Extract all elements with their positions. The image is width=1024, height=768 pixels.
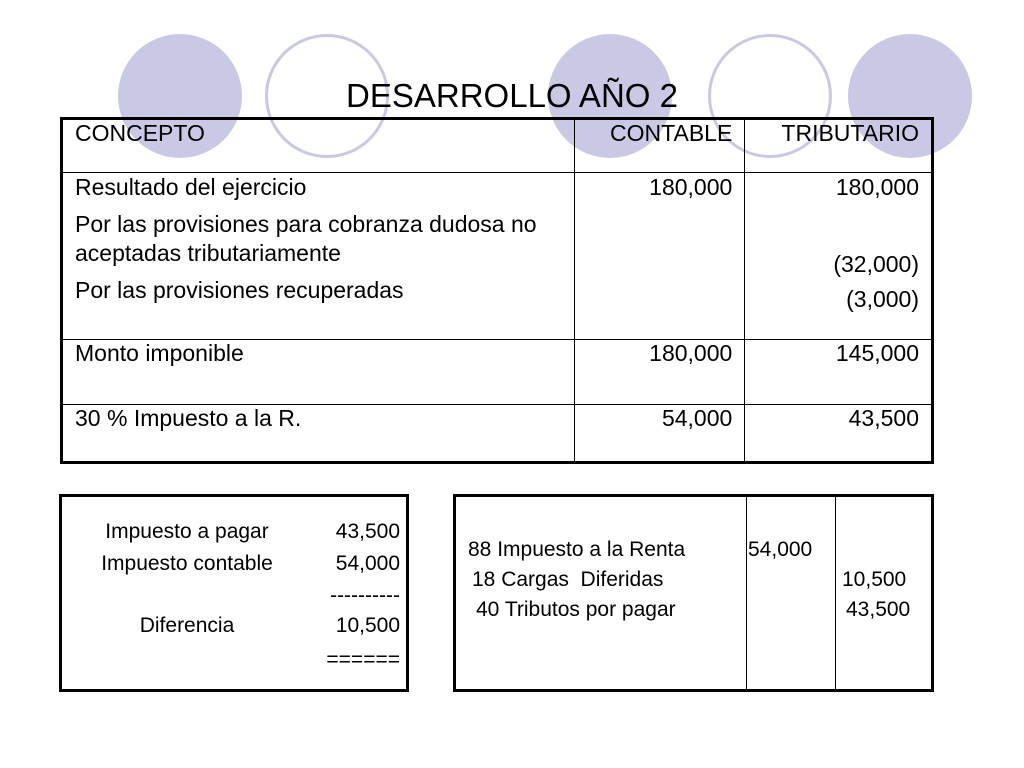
tributario-provisiones-cobranza: (32,000)	[833, 251, 919, 277]
table-row-monto	[62, 340, 933, 405]
table-row-impuesto	[62, 405, 933, 463]
tributario-provisiones-recuperadas: (3,000)	[846, 286, 919, 312]
table-row-detail	[62, 173, 933, 340]
calc-row-impuesto-contable	[62, 551, 412, 577]
monto-contable: 180,000	[575, 340, 745, 405]
entry-line1-debit: 54,000	[748, 538, 813, 561]
calc-row-double-rule	[62, 647, 412, 673]
impuesto-tributario: 43,500	[745, 405, 933, 463]
debit-column-divider	[746, 497, 747, 689]
monto-tributario: 145,000	[745, 340, 933, 405]
contable-cell	[575, 173, 745, 340]
entry-line3-credit: 43,500	[846, 598, 911, 621]
calculation-box	[59, 494, 409, 692]
calc-row-impuesto-pagar	[62, 519, 412, 545]
monto-label: Monto imponible	[62, 340, 575, 405]
header-concepto: CONCEPTO	[62, 119, 575, 173]
calc-impuesto-pagar-value: 43,500	[335, 520, 400, 543]
concept-provisiones-cobranza: Por las provisiones para cobranza dudosa no aceptadas tributariamente	[75, 211, 537, 266]
calc-impuesto-contable-label: Impuesto contable	[101, 552, 273, 575]
tributario-cell	[745, 173, 933, 340]
tributario-resultado: 180,000	[835, 174, 919, 200]
header-contable: CONTABLE	[575, 119, 745, 173]
concept-provisiones-recuperadas: Por las provisiones recuperadas	[75, 277, 404, 303]
entry-line3-label: 40 Tributos por pagar	[476, 598, 676, 621]
page-title: DESARROLLO AÑO 2	[346, 77, 678, 114]
tax-table	[60, 117, 934, 464]
entry-line2-credit: 10,500	[842, 568, 907, 591]
contable-resultado: 180,000	[649, 174, 733, 200]
table-header-row	[62, 119, 933, 173]
concept-resultado: Resultado del ejercicio	[75, 174, 307, 200]
impuesto-contable: 54,000	[575, 405, 745, 463]
calc-double-rule: ======	[326, 648, 400, 671]
journal-entry-box	[453, 494, 934, 692]
calc-diferencia-value: 10,500	[335, 614, 400, 637]
calc-impuesto-pagar-label: Impuesto a pagar	[105, 520, 269, 543]
concept-cell	[62, 173, 575, 340]
calc-diferencia-label: Diferencia	[139, 614, 235, 637]
calc-row-diferencia	[62, 613, 412, 639]
entry-line1-label: 88 Impuesto a la Renta	[468, 538, 686, 561]
credit-column-divider	[835, 497, 836, 689]
calc-row-separator	[62, 583, 412, 609]
impuesto-label: 30 % Impuesto a la R.	[62, 405, 575, 463]
entry-line2-label: 18 Cargas Diferidas	[472, 568, 664, 591]
calc-impuesto-contable-value: 54,000	[335, 552, 400, 575]
header-tributario: TRIBUTARIO	[745, 119, 933, 173]
calc-separator: ----------	[330, 584, 400, 607]
